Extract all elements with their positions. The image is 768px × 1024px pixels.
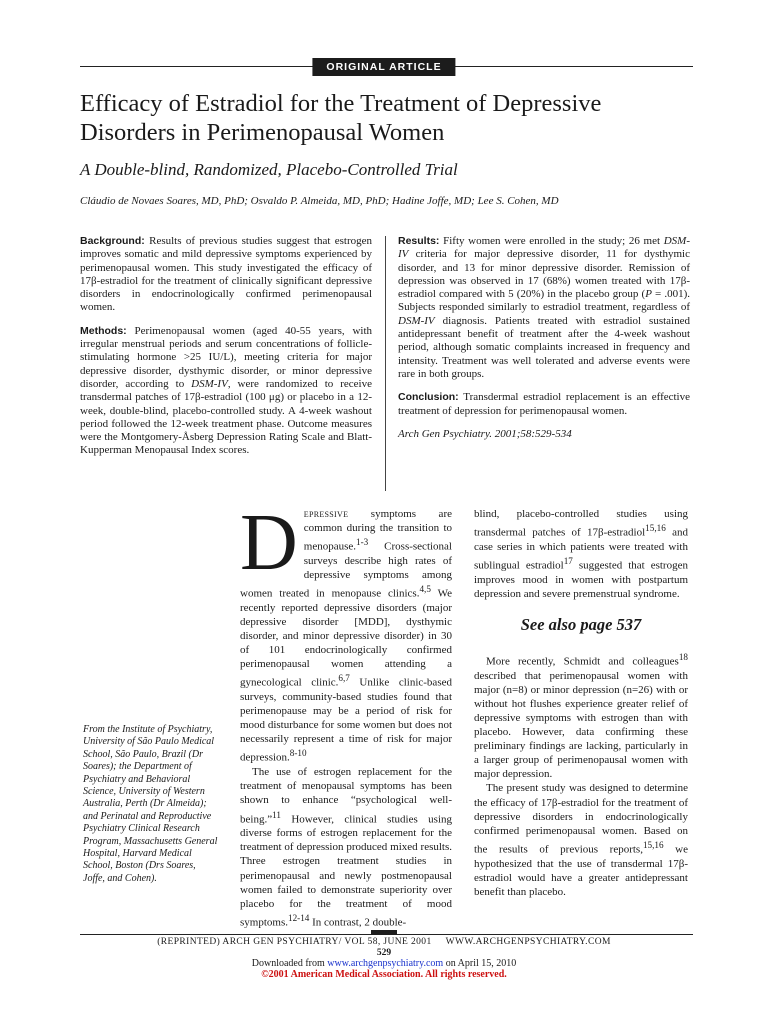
download-prefix: Downloaded from xyxy=(251,958,328,969)
body-column-right xyxy=(474,507,688,899)
body-paragraph xyxy=(240,765,452,929)
methods-dsm: DSM-IV xyxy=(191,377,228,390)
results-text-b: criteria for major depressive disorder, 11 for dysthymic disorder, and 13 for minor depressive disorder. Remission of depression was observed in 17 (68%) women treated with 17β-estradiol compared with 5 (20%) in the placebo group ( xyxy=(398,248,690,301)
p3-text-c: suggested that estrogen improves mood in women with postpartum depression and severe premenstrual syndrome. xyxy=(474,559,688,600)
abstract-conclusion xyxy=(398,391,690,418)
conclusion-label: Conclusion: xyxy=(398,391,459,404)
running-footer xyxy=(0,937,768,947)
p2-text-c: In contrast, 2 double- xyxy=(309,916,407,929)
p1-text-d: Unlike clinic-based surveys, community-based studies found that perimenopause may be a period of risk for mood disturbance for some women but does not necessarily represent a time of risk for major depression. xyxy=(240,677,452,765)
p4-text-b: described that perimenopausal women with major (n=8) or minor depression (n=26) with or without hot flushes experience greater relief of depressive symptoms with estrogen than with placebo. However, data confirming these preliminary findings are lacking, particularly in a larger group of perimenopausal women with major depression. xyxy=(474,669,688,781)
article-type-tag: ORIGINAL ARTICLE xyxy=(312,58,455,76)
results-label: Results: xyxy=(398,235,440,247)
reference-superscript: 15,16 xyxy=(642,839,664,850)
abstract-right-column xyxy=(398,235,690,441)
abstract-results xyxy=(398,235,690,381)
body-column-middle xyxy=(240,499,453,930)
p3-text-a: blind, placebo-controlled studies using transdermal patches of 17β-estradiol xyxy=(474,508,688,539)
results-dsm-1: DSM-IV xyxy=(398,235,690,261)
download-notice xyxy=(0,958,768,969)
abstract-left-column xyxy=(80,235,372,468)
download-link[interactable]: www.archgenpsychiatry.com xyxy=(327,958,444,969)
abstract-methods xyxy=(80,325,372,458)
p2-text-a: The use of estrogen replacement for the treatment of menopausal symptoms has been shown to enhance “psychological well-being.” xyxy=(240,766,452,826)
page-marker xyxy=(371,930,397,935)
abstract-divider xyxy=(385,236,386,491)
footer-website: WWW.ARCHGENPSYCHIATRY.COM xyxy=(445,937,611,947)
see-also-callout: See also page 537 xyxy=(520,614,642,634)
download-suffix: on April 15, 2010 xyxy=(443,958,517,969)
p5-text-a: The present study was designed to determine the efficacy of 17β-estradiol for the treatment of depressive disorders in endocrinologically confirmed perimenopausal women. Based on the results of previous reports, xyxy=(474,782,688,856)
p2-text-b: However, clinical studies using diverse forms of estrogen replacement for the treatment of depression produced mixed results. Three estrogen treatment studies in perimenopausal and newly postmenopausal women failed to demonstrate superiority over placebo for the treatment of mood symptoms. xyxy=(240,813,452,929)
reference-superscript: 6,7 xyxy=(338,673,350,684)
reference-superscript: 18 xyxy=(678,651,688,662)
abstract-background xyxy=(80,235,372,315)
p5-text-b: we hypothesized that the use of transdermal 17β-estradiol would have a greater antidepressant benefit than placebo. xyxy=(474,843,689,898)
copyright-notice: ©2001 American Medical Association. All rights reserved. xyxy=(261,969,507,980)
page-number: 529 xyxy=(376,948,392,958)
results-p: P xyxy=(645,288,652,301)
reference-superscript: 11 xyxy=(272,809,281,820)
results-dsm-2: DSM-IV xyxy=(398,314,435,327)
author-list: Cláudio de Novaes Soares, MD, PhD; Osvaldo P. Almeida, MD, PhD; Hadine Joffe, MD; Lee S. Cohen, MD xyxy=(80,195,559,207)
drop-cap: D xyxy=(240,499,298,587)
results-text-d: diagnosis. Patients treated with estradiol sustained antidepressant benefit of treatment after the 4-week washout period, although somatic complaints increased in frequency and intensity. Treatment was well tolerated and adverse events were rare in both groups. xyxy=(398,314,690,380)
p1-text-b: Cross-sectional surveys describe high rates of depressive symptoms among women treated in menopause clinics. xyxy=(240,540,452,600)
background-text: Results of previous studies suggest that estrogen improves somatic and mild depressive symptoms experienced by perimenopausal women. This study investigated the efficacy of 17β-estradiol for the treatment of clinically significant depressive disorders in endocrinologically confirmed perimenopausal women. xyxy=(80,235,372,314)
results-text-c: = .001). Subjects responded similarly to estradiol treatment, regardless of xyxy=(398,288,691,314)
body-paragraph xyxy=(474,507,688,601)
reference-superscript: 8-10 xyxy=(289,748,307,759)
conclusion-text: Transdermal estradiol replacement is an effective treatment of depression for perimenopausal women. xyxy=(398,391,690,417)
reference-superscript: 17 xyxy=(563,555,573,566)
body-paragraph xyxy=(474,650,688,782)
reference-superscript: 1-3 xyxy=(356,537,369,548)
p3-text-b: and case series in which patients were treated with sublingual estradiol xyxy=(474,526,688,572)
methods-text-a: Perimenopausal women (aged 40-55 years, with irregular menstrual periods and serum concentrations of follicle-stimulating hormone >25 IU/L), meeting criteria for major depressive disorder, dysthymic disorder, or minor depressive disorder, according to xyxy=(80,324,373,390)
body-paragraph xyxy=(240,499,453,765)
article-subtitle: A Double-blind, Randomized, Placebo-Controlled Trial xyxy=(80,160,458,179)
p1-text-a: symptoms are common during the transition to menopause. xyxy=(303,508,452,553)
author-affiliations: From the Institute of Psychiatry, University of São Paulo Medical School, São Paulo, Brazil (Dr Soares); the Department of Psychiatry and Behavioral Science, University of Western Australia, Perth (Dr Almeida); and Perinatal and Reproductive Psychiatry Clinical Research Program, Massachusetts General Hospital, Harvard Medical School, Boston (Drs Soares, Joffe, and Cohen). xyxy=(83,724,218,884)
lead-smallcaps: epressive xyxy=(303,508,349,520)
footer-reprint: (REPRINTED) ARCH GEN PSYCHIATRY/ VOL 58, JUNE 2001 xyxy=(157,937,432,947)
article-title: Efficacy of Estradiol for the Treatment of Depressive Disorders in Perimenopausal Women xyxy=(80,90,602,146)
results-text-a: Fifty women were enrolled in the study; 26 met xyxy=(443,235,664,247)
reference-superscript: 4,5 xyxy=(419,584,431,595)
background-label: Background: xyxy=(80,235,145,247)
p1-text-c: We recently reported depressive disorders (major depressive disorder [MDD], dysthymic disorder, and minor depressive disorder) in 30 of 101 endocrinologically confirmed perimenopausal women attending a gynecological clinic. xyxy=(240,587,453,689)
methods-text-b: , were randomized to receive transdermal patches of 17β-estradiol (100 μg) or placebo in a 12-week, double-blind, placebo-controlled study. A 4-week washout period followed the 12-week treatment phase. Outcome measures were the Montgomery-Åsberg Depression Rating Scale and Blatt-Kupperman Menopausal Index scores. xyxy=(80,377,372,457)
journal-citation: Arch Gen Psychiatry. 2001;58:529-534 xyxy=(398,427,572,440)
p4-text-a: More recently, Schmidt and colleagues xyxy=(486,655,679,668)
methods-label: Methods: xyxy=(80,324,127,337)
reference-superscript: 12-14 xyxy=(287,912,310,923)
reference-superscript: 15,16 xyxy=(645,523,666,534)
body-paragraph xyxy=(474,781,688,898)
